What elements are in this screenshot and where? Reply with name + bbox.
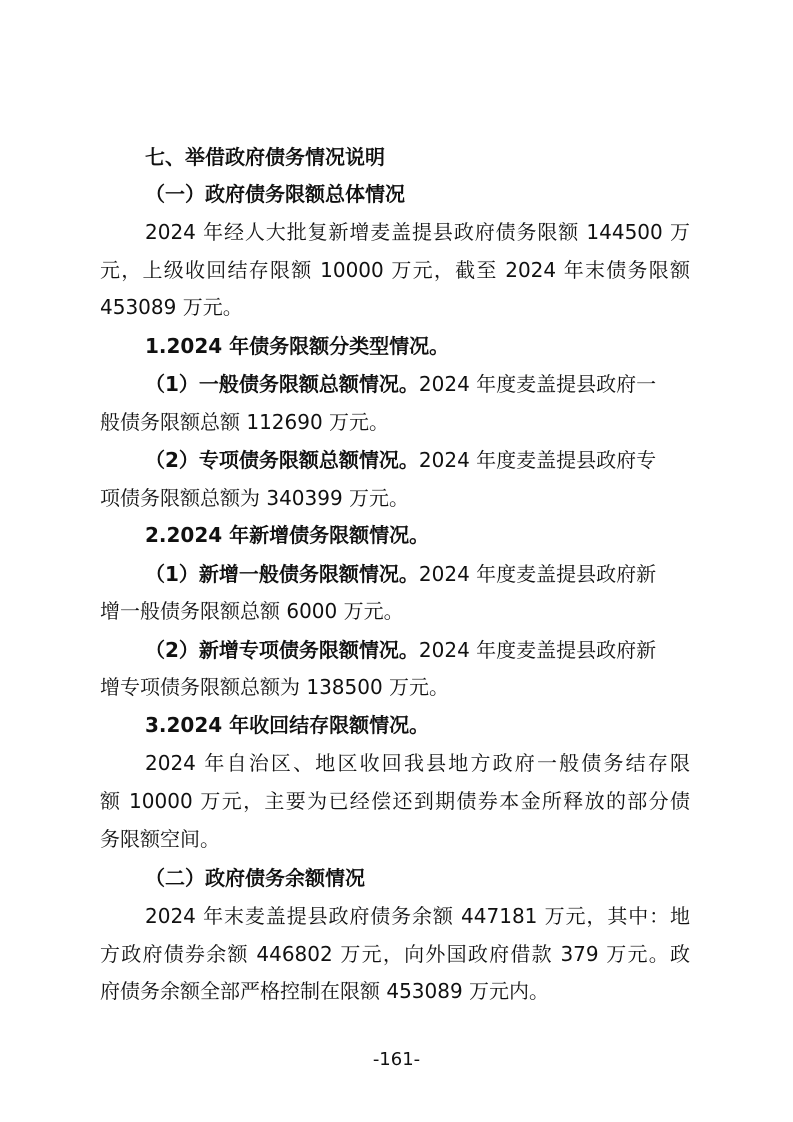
body-text: 2024 年度麦盖提县政府专 xyxy=(418,448,657,472)
paragraph-line: 项债务限额总额为 340399 万元。 xyxy=(100,486,410,510)
subsection-title-1: （一）政府债务限额总体情况 xyxy=(145,182,405,206)
paragraph-line xyxy=(145,560,745,588)
paragraph-line: 务限额空间。 xyxy=(100,827,220,851)
paragraph-line: 府债务余额全部严格控制在限额 453089 万元内。 xyxy=(100,979,550,1003)
paragraph-line xyxy=(145,636,745,664)
paragraph-line: 额 10000 万元，主要为已经偿还到期债券本金所释放的部分债 xyxy=(100,789,690,813)
paragraph-line: 453089 万元。 xyxy=(100,295,243,319)
paragraph-line xyxy=(145,370,745,398)
body-text: 2024 年度麦盖提县政府新 xyxy=(418,638,657,662)
item-title-1: 1.2024 年债务限额分类型情况。 xyxy=(145,334,450,358)
paragraph-line: 2024 年末麦盖提县政府债务余额 447181 万元，其中：地 xyxy=(145,904,690,928)
paragraph-line: 2024 年经人大批复新增麦盖提县政府债务限额 144500 万 xyxy=(145,220,690,244)
paragraph-line: 增专项债务限额总额为 138500 万元。 xyxy=(100,675,450,699)
subsection-title-2: （二）政府债务余额情况 xyxy=(145,866,365,890)
lead-text: （2）新增专项债务限额情况。 xyxy=(145,638,419,662)
lead-text: （2）专项债务限额总额情况。 xyxy=(145,448,419,472)
paragraph-line: 元，上级收回结存限额 10000 万元，截至 2024 年末债务限额 xyxy=(100,258,690,282)
paragraph-line xyxy=(145,446,745,474)
paragraph-line: 增一般债务限额总额 6000 万元。 xyxy=(100,599,404,623)
item-title-3: 3.2024 年收回结存限额情况。 xyxy=(145,713,430,737)
paragraph-line: 般债务限额总额 112690 万元。 xyxy=(100,410,390,434)
paragraph-line: 方政府债券余额 446802 万元，向外国政府借款 379 万元。政 xyxy=(100,942,690,966)
lead-text: （1）一般债务限额总额情况。 xyxy=(145,372,419,396)
page-number: -161- xyxy=(372,1049,421,1070)
body-text: 2024 年度麦盖提县政府一 xyxy=(418,372,657,396)
lead-text: （1）新增一般债务限额情况。 xyxy=(145,562,419,586)
section-title: 七、举借政府债务情况说明 xyxy=(145,145,385,169)
body-text: 2024 年度麦盖提县政府新 xyxy=(418,562,657,586)
item-title-2: 2.2024 年新增债务限额情况。 xyxy=(145,523,430,547)
paragraph-line: 2024 年自治区、地区收回我县地方政府一般债务结存限 xyxy=(145,751,690,775)
